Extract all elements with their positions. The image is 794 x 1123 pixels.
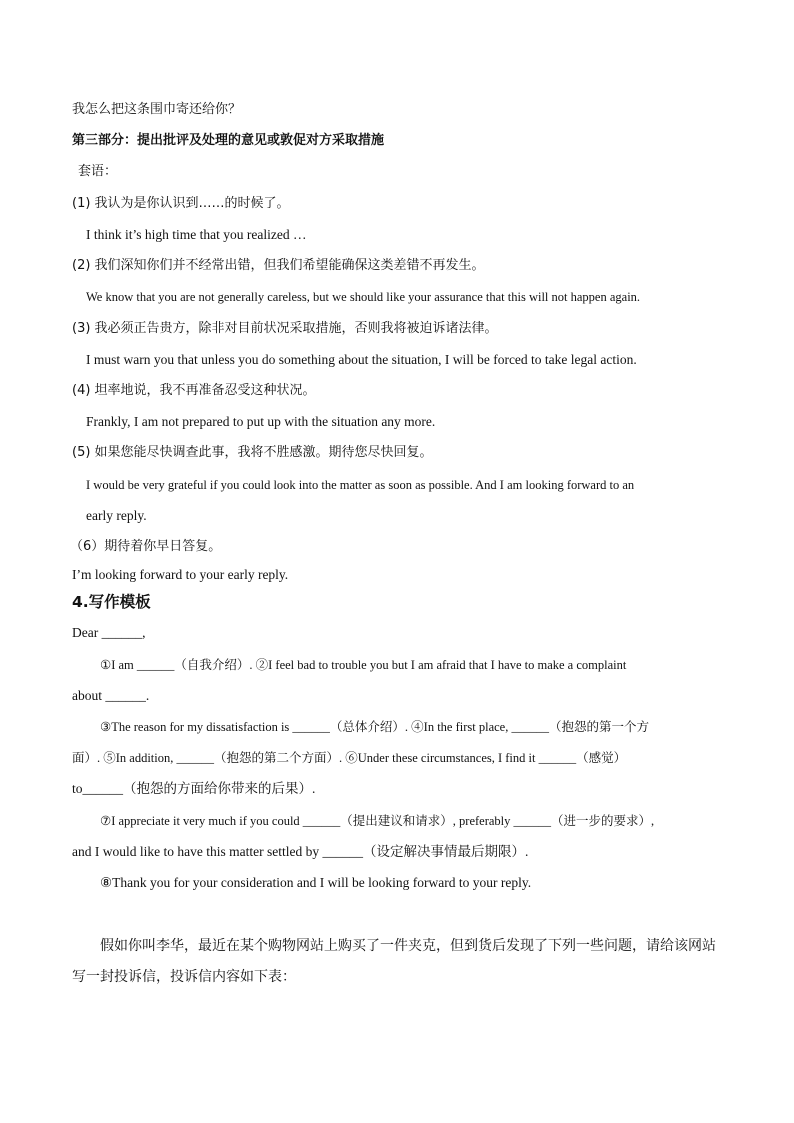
phrase-en-1: I think it’s high time that you realized … (86, 227, 307, 242)
phrase-cn-3: (3) 我必须正告贵方，除非对目前状况采取措施，否则我将被迫诉诸法律。 (72, 321, 498, 336)
template-closing: ⑧Thank you for your consideration and I will be looking forward to your reply. (100, 875, 532, 890)
template-line: ⑦I appreciate it very much if you could ______（提出建议和请求）, preferably ______（进一步的要求）, (100, 814, 655, 828)
phrase-en-5-cont: early reply. (86, 508, 147, 523)
task-prompt: 假如你叫李华，最近在某个购物网站上购买了一件夹克，但到货后发现了下列一些问题，请给该网站 (100, 938, 716, 954)
template-heading: 4.写作模板 (72, 593, 151, 611)
phrase-cn-5: (5) 如果您能尽快调查此事，我将不胜感激。期待您尽快回复。 (72, 445, 433, 460)
phrase-cn-4: (4) 坦率地说，我不再准备忍受这种状况。 (72, 383, 316, 398)
template-line: about ______. (72, 688, 150, 703)
task-prompt-cont: 写一封投诉信，投诉信内容如下表： (72, 969, 296, 985)
phrase-cn-2: (2) 我们深知你们并不经常出错，但我们希望能确保这类差错不再发生。 (72, 258, 485, 273)
template-line: ①I am ______（自我介绍）. ②I feel bad to trouble you but I am afraid that I have to make a complaint (100, 658, 627, 672)
phrase-en-2: We know that you are not generally careless, but we should like your assurance that this will not happen again. (86, 290, 641, 304)
phrase-en-6: I’m looking forward to your early reply. (72, 567, 289, 582)
text-line: 我怎么把这条围巾寄还给你？ (72, 102, 242, 117)
phrase-cn-1: (1) 我认为是你认识到……的时候了。 (72, 196, 290, 211)
phrase-en-3: I must warn you that unless you do something about the situation, I will be forced to take legal action. (86, 352, 637, 367)
phrase-en-4: Frankly, I am not prepared to put up with the situation any more. (86, 414, 436, 429)
text-line: 套语： (78, 164, 118, 179)
template-line: and I would like to have this matter settled by ______（设定解决事情最后期限）. (72, 844, 529, 859)
template-line: ③The reason for my dissatisfaction is ______（总体介绍）. ④In the first place, ______（抱怨的第一个方 (100, 720, 649, 734)
phrase-en-5: I would be very grateful if you could look into the matter as soon as possible. And I am looking forward to an (86, 478, 635, 492)
template-salutation: Dear ______, (72, 625, 146, 640)
phrase-cn-6: （6）期待着你早日答复。 (70, 539, 222, 554)
section-heading: 第三部分：提出批评及处理的意见或敦促对方采取措施 (72, 133, 385, 148)
template-line: 面）. ⑤In addition, ______（抱怨的第二个方面）. ⑥Under these circumstances, I find it ______（感觉） (72, 751, 627, 765)
template-line: to______（抱怨的方面给你带来的后果）. (72, 781, 316, 796)
